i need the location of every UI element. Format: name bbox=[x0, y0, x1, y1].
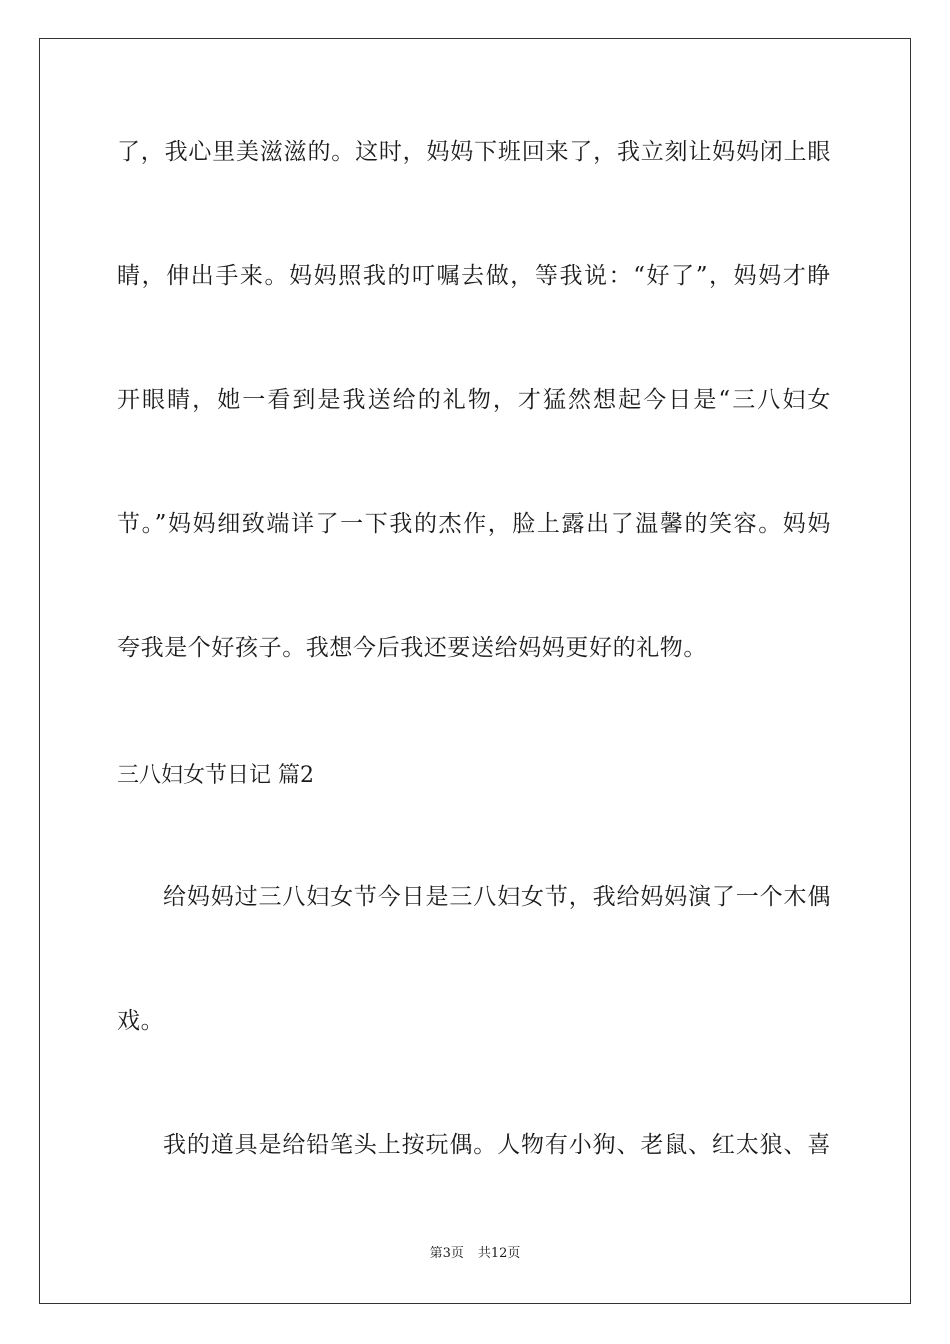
paragraph-1-line-2: 睛，伸出手来。妈妈照我的叮嘱去做，等我说：“好了”，妈妈才睁 bbox=[117, 263, 831, 289]
paragraph-1-line-4: 节。”妈妈细致端详了一下我的杰作，脸上露出了温馨的笑容。妈妈 bbox=[117, 511, 831, 537]
page-footer bbox=[0, 1245, 950, 1263]
paragraph-3-line-1: 我的道具是给铅笔头上按玩偶。人物有小狗、老鼠、红太狼、喜 bbox=[163, 1132, 831, 1158]
page-number: 第3页 bbox=[429, 1246, 464, 1261]
section-heading: 三八妇女节日记 篇2 bbox=[117, 763, 314, 788]
page-total: 共12页 bbox=[477, 1246, 521, 1261]
paragraph-1-line-1: 了，我心里美滋滋的。这时，妈妈下班回来了，我立刻让妈妈闭上眼 bbox=[117, 139, 831, 165]
paragraph-1-line-3: 开眼睛，她一看到是我送给的礼物，才猛然想起今日是“三八妇女 bbox=[117, 387, 831, 413]
page-border bbox=[39, 38, 911, 1304]
paragraph-1-line-5: 夸我是个好孩子。我想今后我还要送给妈妈更好的礼物。 bbox=[117, 635, 707, 661]
paragraph-2-line-1: 给妈妈过三八妇女节今日是三八妇女节，我给妈妈演了一个木偶 bbox=[163, 884, 831, 910]
paragraph-2-line-2: 戏。 bbox=[117, 1008, 165, 1034]
